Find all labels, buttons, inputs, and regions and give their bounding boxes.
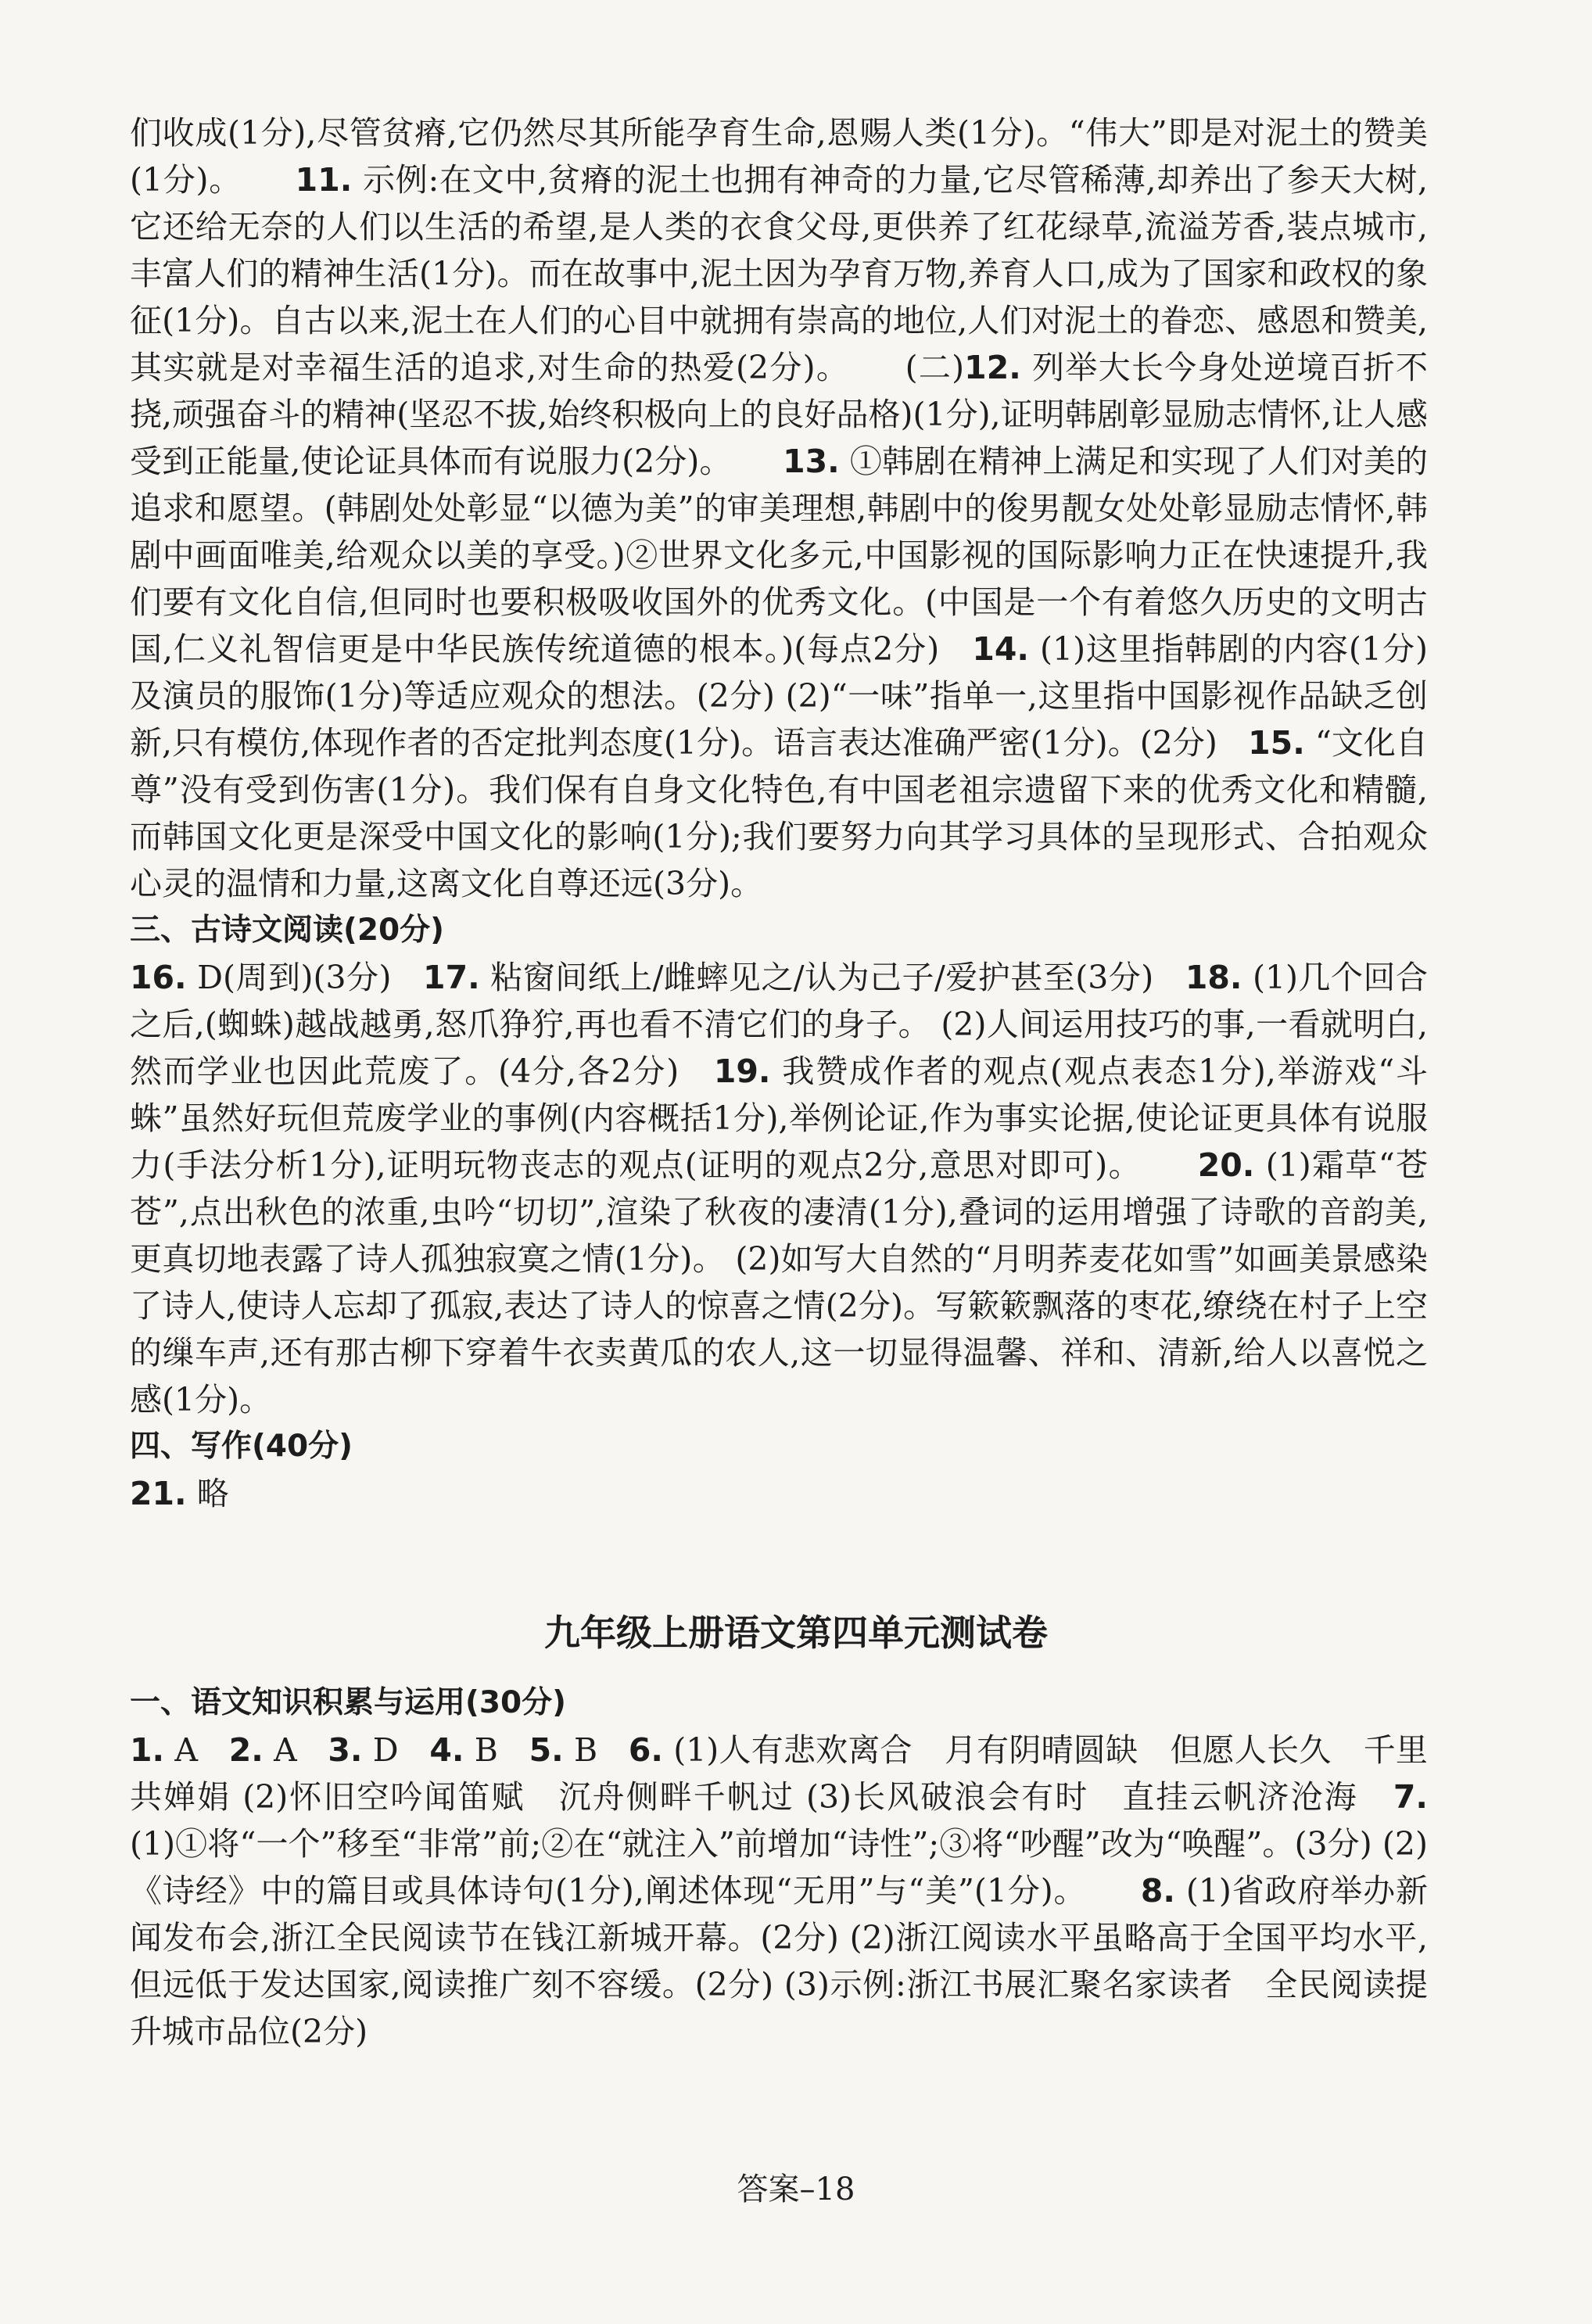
q16-number: 16. xyxy=(130,959,187,996)
u-q8-number: 8. xyxy=(1140,1872,1175,1910)
q21-number: 21. xyxy=(130,1475,187,1512)
q18-number: 18. xyxy=(1185,959,1242,996)
section3-heading: 三、古诗文阅读(20分) xyxy=(130,913,444,948)
q19-number: 19. xyxy=(713,1053,771,1090)
unit-section1-heading: 一、语文知识积累与运用(30分) xyxy=(130,1685,566,1720)
page-footer: 答案–18 xyxy=(737,2172,855,2207)
answer-13: ①韩剧在精神上满足和实现了人们对美的追求和愿望。(韩剧处处彰显“以德为美”的审美理想,韩剧中的俊男靓女处处彰显励志情怀,韩剧中画面唯美,给观众以美的享受。)②世界文化多元,中国影视的国际影响力正在快速提升,我们要有文化自信,但同时也要积极吸收国外的优秀文化。(中国是一个有着悠久历史的文明古国,仁义礼智信更是中华民族传统道德的根本。)(每点2分) xyxy=(130,443,1429,668)
u-answer-5: B xyxy=(573,1731,598,1769)
answer-block-reading xyxy=(130,109,1428,907)
u-answer-2: A xyxy=(274,1731,297,1769)
u-q6-number: 6. xyxy=(628,1731,663,1769)
answer-17: 粘窗间纸上/雌蟀见之/认为己子/爱护甚至(3分) xyxy=(490,959,1154,996)
answers-continued xyxy=(130,109,1428,1517)
answer-18: (1)几个回合之后,(蜘蛛)越战越勇,怒爪狰狞,再也看不清它们的身子。 (2)人间运用技巧的事,一看就明白,然而学业也因此荒废了。(4分,各2分) xyxy=(130,959,1428,1090)
q11-number: 11. xyxy=(295,161,353,199)
q17-number: 17. xyxy=(423,959,480,996)
unit-answer-block xyxy=(130,1727,1428,2055)
u-q1-number: 1. xyxy=(130,1731,165,1769)
answer-11: 示例:在文中,贫瘠的泥土也拥有神奇的力量,它尽管稀薄,却养出了参天大树,它还给无奈的人们以生活的希望,是人类的衣食父母,更供养了红花绿草,流溢芳香,装点城市,丰富人们的精神生活(1分)。而在故事中,泥土因为孕育万物,养育人口,成为了国家和政权的象征(1分)。自古以来,泥土在人们的心目中就拥有崇高的地位,人们对泥土的眷恋、感恩和赞美,其实就是对幸福生活的追求,对生命的热爱(2分)。 xyxy=(130,161,1428,386)
u-answer-4: B xyxy=(474,1731,498,1769)
answer-12: 列举大长今身处逆境百折不挠,顽强奋斗的精神(坚忍不拔,始终积极向上的良好品格)(1分),证明韩剧彰显励志情怀,让人感受到正能量,使论证具体而有说服力(2分)。 xyxy=(130,349,1428,480)
u-q3-number: 3. xyxy=(328,1731,363,1769)
u-q7-number: 7. xyxy=(1393,1778,1428,1816)
u-answer-6: (1)人有悲欢离合 月有阴晴圆缺 但愿人长久 千里共婵娟 (2)怀旧空吟闻笛赋 沉舟侧畔千帆过 (3)长风破浪会有时 直挂云帆济沧海 xyxy=(130,1731,1428,1816)
u-answer-3: D xyxy=(372,1731,399,1769)
answer-19: 我赞成作者的观点(观点表态1分),举游戏“斗蛛”虽然好玩但荒废学业的事例(内容概括1分),举例论证,作为事实论据,使论证更具体有说服力(手法分析1分),证明玩物丧志的观点(证明的观点2分,意思对即可)。 xyxy=(130,1053,1428,1184)
answer-16: D(周到)(3分) xyxy=(197,959,392,996)
part2-label: (二) xyxy=(905,349,965,386)
answer-15: “文化自尊”没有受到伤害(1分)。我们保有自身文化特色,有中国老祖宗遗留下来的优秀文化和精髓,而韩国文化更是深受中国文化的影响(1分);我们要努力向其学习具体的呈现形式、合拍观众心灵的温情和力量,这离文化自尊还远(3分)。 xyxy=(130,724,1428,902)
q12-number: 12. xyxy=(964,349,1021,386)
unit-answers xyxy=(130,1680,1428,2055)
answer-10-tail: 们收成(1分),尽管贫瘠,它仍然尽其所能孕育生命,恩赐人类(1分)。“伟大”即是对泥土的赞美(1分)。 xyxy=(130,114,1428,199)
q20-number: 20. xyxy=(1197,1146,1255,1184)
q13-number: 13. xyxy=(783,443,840,480)
answer-block-poetry xyxy=(130,954,1428,1423)
u-answer-1: A xyxy=(174,1731,198,1769)
q14-number: 14. xyxy=(972,630,1029,668)
u-q5-number: 5. xyxy=(529,1731,564,1769)
q15-number: 15. xyxy=(1248,724,1305,762)
unit-title: 九年级上册语文第四单元测试卷 xyxy=(544,1612,1048,1654)
answer-21: 略 xyxy=(196,1475,229,1512)
section4-heading: 四、写作(40分) xyxy=(130,1429,353,1464)
answer-20: (1)霜草“苍苍”,点出秋色的浓重,虫吟“切切”,渲染了秋夜的凄清(1分),叠词的运用增强了诗歌的音韵美,更真切地表露了诗人孤独寂寞之情(1分)。 (2)如写大自然的“月明荞麦花如雪”如画美景感染了诗人,使诗人忘却了孤寂,表达了诗人的惊喜之情(2分)。写簌簌飘落的枣花,缭绕在村子上空的缫车声,还有那古柳下穿着牛衣卖黄瓜的农人,这一切显得温馨、祥和、清新,给人以喜悦之感(1分)。 xyxy=(130,1146,1428,1418)
u-answer-8: (1)省政府举办新闻发布会,浙江全民阅读节在钱江新城开幕。(2分) (2)浙江阅读水平虽略高于全国平均水平,但远低于发达国家,阅读推广刻不容缓。(2分) (3)示例:浙江书展汇聚名家读者 全民阅读提升城市品位(2分) xyxy=(130,1872,1428,2050)
u-answer-7: (1)①将“一个”移至“非常”前;②在“就注入”前增加“诗性”;③将“吵醒”改为“唤醒”。(3分) (2)《诗经》中的篇目或具体诗句(1分),阐述体现“无用”与“美”(1分)。 xyxy=(130,1825,1428,1910)
answer-block-writing xyxy=(130,1470,1428,1517)
u-q4-number: 4. xyxy=(429,1731,464,1769)
answer-14: (1)这里指韩剧的内容(1分)及演员的服饰(1分)等适应观众的想法。(2分) (2)“一味”指单一,这里指中国影视作品缺乏创新,只有模仿,体现作者的否定批判态度(1分)。语言表达准确严密(1分)。(2分) xyxy=(130,630,1428,762)
u-q2-number: 2. xyxy=(228,1731,264,1769)
